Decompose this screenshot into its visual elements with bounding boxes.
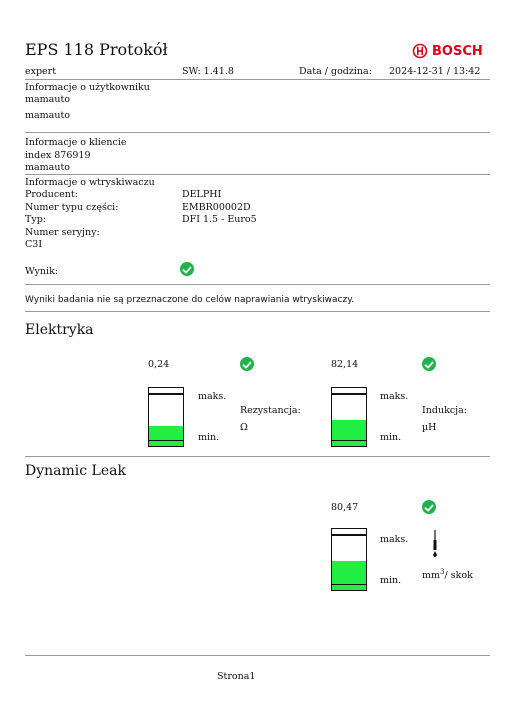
injector-info-heading: Informacje o wtryskiwaczu [25, 177, 155, 188]
resistance-gauge [148, 387, 184, 447]
inductance-min-label: min. [380, 432, 402, 443]
brand-name: BOSCH [432, 43, 483, 59]
divider [25, 311, 490, 312]
producer-label: Producent: [25, 189, 78, 200]
user-role: expert [25, 66, 57, 77]
disclaimer: Wyniki badania nie są przeznaczone do celów naprawiania wtryskiwaczy. [25, 295, 355, 305]
type-value: DFI 1.5 - Euro5 [182, 214, 257, 225]
gauge-fill [332, 420, 366, 446]
resistance-min-label: min. [198, 432, 220, 443]
bosch-logo-icon [412, 43, 428, 59]
unit-rest: / skok [444, 570, 473, 582]
unit-base: mm [422, 570, 441, 582]
page-number: Strona1 [217, 671, 256, 682]
gauge-max-line [332, 393, 366, 395]
inductance-max-label: maks. [380, 391, 409, 402]
serial-label: Numer seryjny: [25, 227, 100, 238]
gauge-max-line [332, 534, 366, 536]
gauge-min-line [149, 440, 183, 442]
producer-value: DELPHI [182, 189, 222, 200]
resistance-max-label: maks. [198, 391, 227, 402]
dynamic-leak-min-label: min. [380, 575, 402, 586]
inductance-gauge [331, 387, 367, 447]
result-label: Wynik: [25, 266, 59, 277]
dynamic-leak-gauge [331, 528, 367, 591]
resistance-name: Rezystancja: [240, 405, 301, 416]
dynamic-leak-max-label: maks. [380, 534, 409, 545]
dynamic-leak-ok-icon [422, 500, 436, 514]
divider [25, 174, 490, 175]
date-value: 2024-12-31 / 13:42 [389, 66, 481, 77]
gauge-fill [332, 561, 366, 590]
resistance-ok-icon [240, 357, 254, 371]
date-label: Data / godzina: [299, 66, 372, 77]
unit-superscript: 3 [440, 568, 445, 576]
inductance-name: Indukcja: [422, 405, 467, 416]
divider [25, 132, 490, 133]
dynamic-leak-heading: Dynamic Leak [25, 463, 126, 479]
divider [25, 284, 490, 285]
page-title: EPS 118 Protokół [25, 40, 168, 59]
client-info-heading: Informacje o kliencie [25, 137, 127, 148]
type-label: Typ: [25, 214, 46, 225]
divider [25, 456, 490, 457]
divider [25, 655, 490, 656]
serial-value: C3I [25, 239, 43, 250]
injector-drop-icon [430, 530, 440, 560]
client-info-line: mamauto [25, 162, 70, 173]
gauge-min-line [332, 584, 366, 586]
inductance-unit: µH [422, 422, 437, 433]
inductance-ok-icon [422, 357, 436, 371]
resistance-value: 0,24 [148, 359, 170, 370]
part-number-label: Numer typu części: [25, 202, 119, 213]
resistance-unit: Ω [240, 422, 248, 433]
bosch-logo [412, 43, 483, 59]
part-number-value: EMBR00002D [182, 202, 251, 213]
result-ok-icon [180, 262, 194, 276]
client-info-line: index 876919 [25, 150, 91, 161]
electrics-heading: Elektryka [25, 322, 94, 338]
inductance-value: 82,14 [331, 359, 359, 370]
divider [25, 79, 490, 80]
dynamic-leak-value: 80,47 [331, 502, 359, 513]
user-info-heading: Informacje o użytkowniku [25, 82, 150, 93]
dynamic-leak-unit [422, 566, 473, 582]
user-info-line: mamauto [25, 94, 70, 105]
gauge-min-line [332, 440, 366, 442]
gauge-max-line [149, 393, 183, 395]
user-info-line: mamauto [25, 110, 70, 121]
software-version: SW: 1.41.8 [182, 66, 234, 77]
gauge-fill [149, 426, 183, 446]
